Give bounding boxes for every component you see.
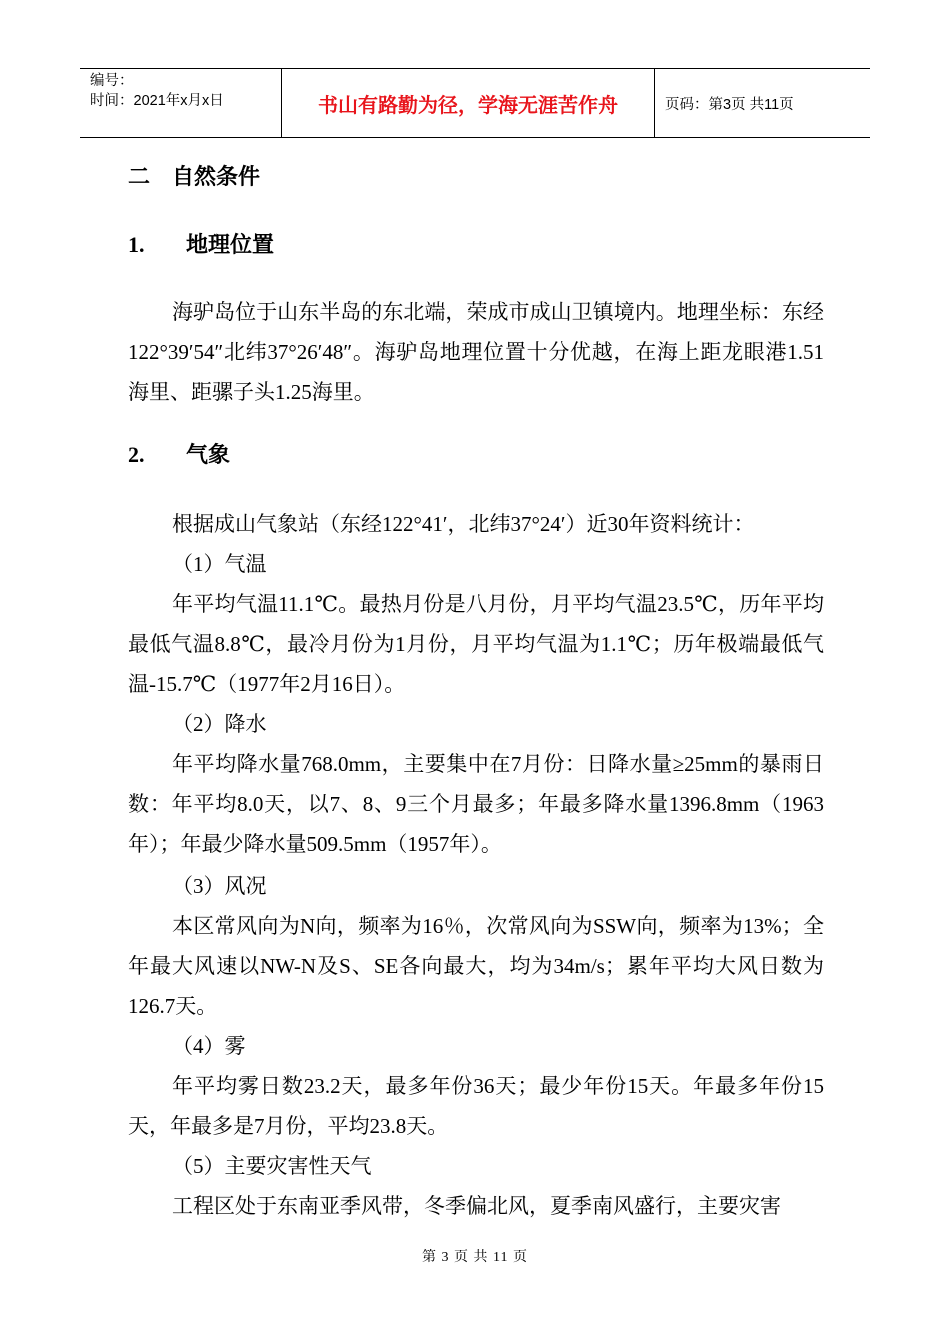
header-page-info: 页码：第3页 共11页 — [665, 96, 794, 113]
section-title: 二 自然条件 — [128, 165, 261, 190]
page-header — [80, 68, 870, 138]
item-label-temperature: （1）气温 — [172, 552, 267, 576]
subsection-title: 气象 — [186, 443, 231, 468]
header-meta — [80, 69, 282, 137]
item-text-fog: 年平均雾日数23.2天，最多年份36天；最少年份15天。年最多年份15天，年最多是7月份，平均23.8天。 — [128, 1074, 824, 1138]
page-footer: 第 3 页 共 11 页 — [422, 1250, 528, 1265]
subsection-number: 2. — [128, 442, 145, 467]
subsection-weather-heading — [128, 438, 230, 469]
item-label-hazard: （5）主要灾害性天气 — [172, 1154, 372, 1178]
geography-paragraph: 海驴岛位于山东半岛的东北端，荣成市成山卫镇境内。地理坐标：东经122°39′54″北纬37°26′48″。海驴岛地理位置十分优越，在海上距龙眼港1.51海里、距骡子头1.25海里。 — [128, 300, 824, 404]
item-text-precipitation: 年平均降水量768.0mm，主要集中在7月份：日降水量≥25mm的暴雨日数：年平均8.0天，以7、8、9三个月最多；年最多降水量1396.8mm（1963年）；年最少降水量509.5mm（1957年）。 — [128, 752, 824, 856]
weather-intro: 根据成山气象站（东经122°41′，北纬37°24′）近30年资料统计： — [172, 512, 755, 536]
item-label-wind: （3）风况 — [172, 874, 267, 898]
header-motto: 书山有路勤为径，学海无涯苦作舟 — [282, 69, 655, 137]
item-label-fog: （4）雾 — [172, 1034, 246, 1058]
doc-number-label: 编号： — [90, 73, 134, 89]
subsection-title: 地理位置 — [186, 233, 275, 258]
doc-date-label: 时间：2021年x月x日 — [90, 93, 224, 109]
subsection-geography-heading — [128, 228, 274, 259]
item-label-precipitation: （2）降水 — [172, 712, 267, 736]
subsection-number: 1. — [128, 232, 145, 257]
item-text-temperature: 年平均气温11.1℃。最热月份是八月份，月平均气温23.5℃，历年平均最低气温8.8℃，最冷月份为1月份，月平均气温为1.1℃；历年极端最低气温-15.7℃（1977年2月16日）。 — [128, 592, 824, 696]
item-text-wind: 本区常风向为N向，频率为16％，次常风向为SSW向，频率为13%；全年最大风速以NW-N及S、SE各向最大，均为34m/s；累年平均大风日数为126.7天。 — [128, 914, 824, 1018]
item-text-hazard: 工程区处于东南亚季风带，冬季偏北风，夏季南风盛行，主要灾害 — [172, 1194, 781, 1218]
